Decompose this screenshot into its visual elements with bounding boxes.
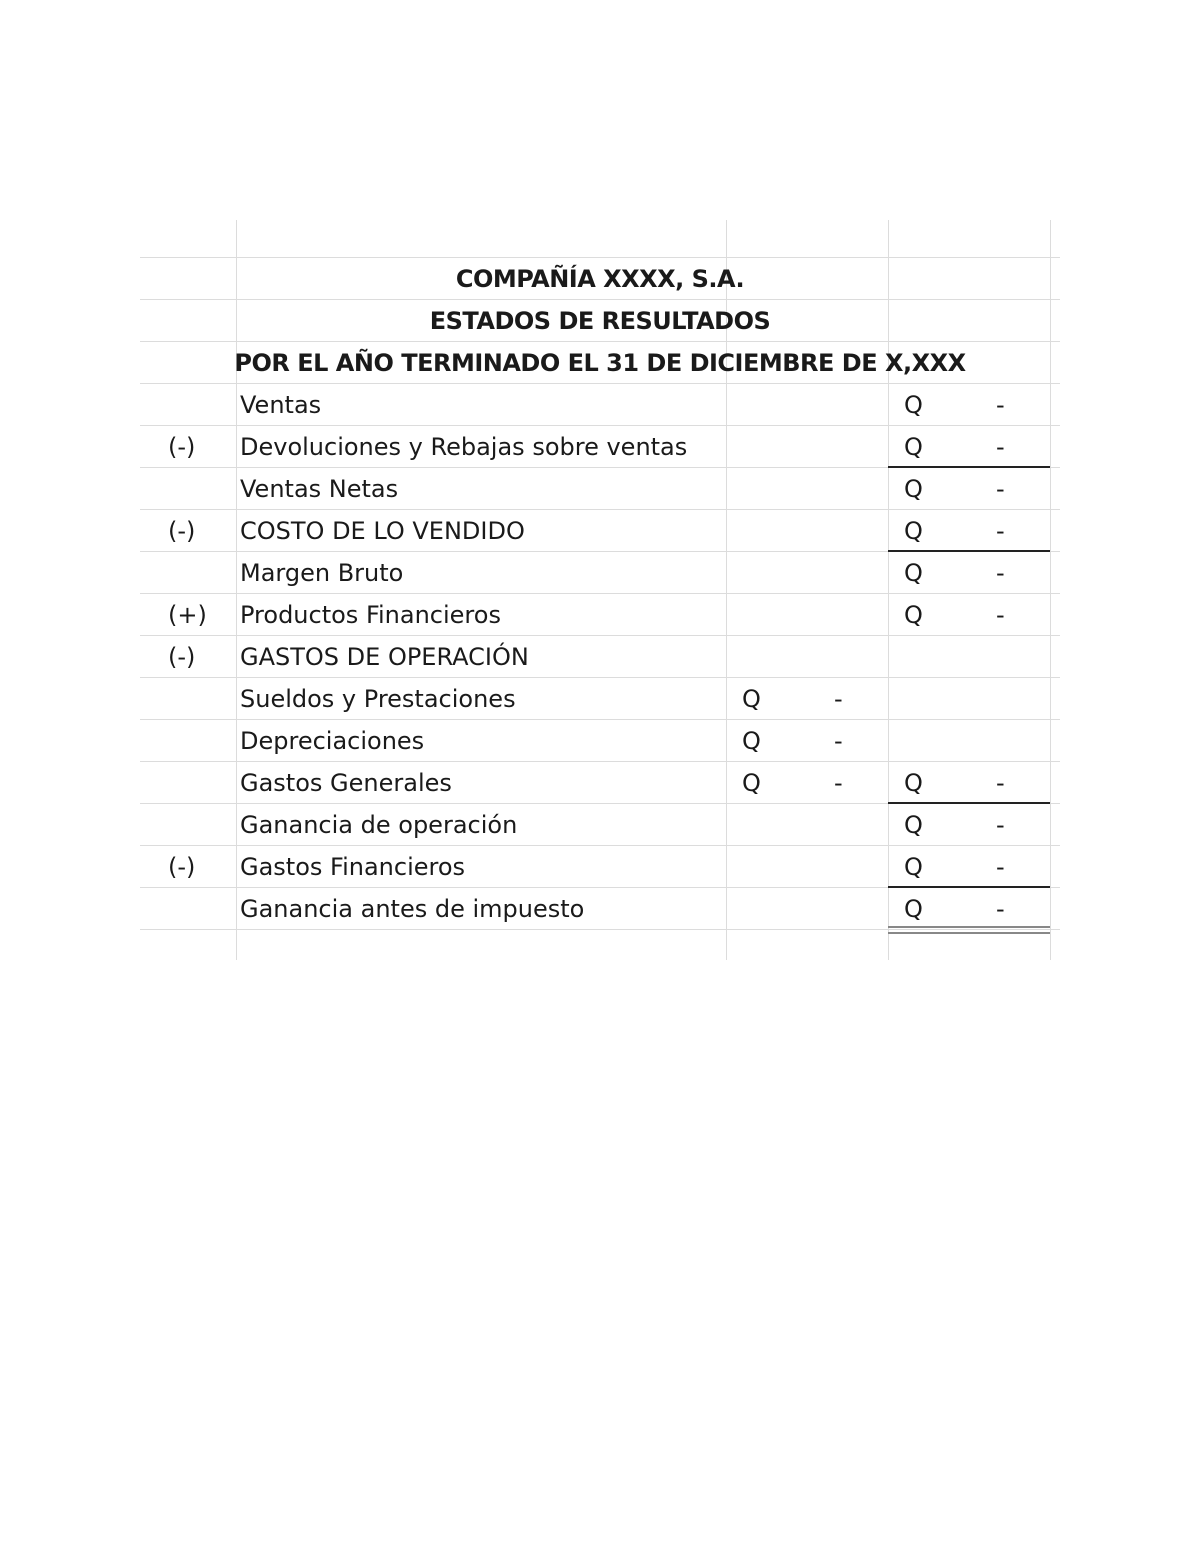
line-sign: (-) xyxy=(168,853,196,881)
total-currency: Q xyxy=(904,601,923,629)
total-amount: - xyxy=(996,517,1005,545)
detail-amount: - xyxy=(834,685,843,713)
company-name: COMPAÑÍA XXXX, S.A. xyxy=(455,265,745,293)
total-currency: Q xyxy=(904,811,923,839)
total-amount: - xyxy=(996,769,1005,797)
statement-line xyxy=(140,804,1060,846)
empty-row xyxy=(140,930,1060,956)
statement-line xyxy=(140,678,1060,720)
line-sign: (+) xyxy=(168,601,207,629)
income-statement-sheet xyxy=(140,220,1060,956)
total-amount: - xyxy=(996,895,1005,923)
line-label: Gastos Financieros xyxy=(240,853,466,881)
statement-line xyxy=(140,468,1060,510)
total-currency: Q xyxy=(904,559,923,587)
total-amount: - xyxy=(996,853,1005,881)
total-currency: Q xyxy=(904,475,923,503)
total-currency: Q xyxy=(904,517,923,545)
empty-row xyxy=(140,220,1060,258)
line-label: Ventas Netas xyxy=(240,475,399,503)
company-row xyxy=(140,258,1060,300)
line-sign: (-) xyxy=(168,433,196,461)
line-label: Ganancia antes de impuesto xyxy=(240,895,585,923)
statement-line xyxy=(140,846,1060,888)
line-label: Ganancia de operación xyxy=(240,811,518,839)
statement-line xyxy=(140,384,1060,426)
line-label: Productos Financieros xyxy=(240,601,501,629)
statement-lines xyxy=(140,384,1060,930)
total-currency: Q xyxy=(904,433,923,461)
detail-currency: Q xyxy=(742,769,761,797)
total-amount: - xyxy=(996,811,1005,839)
period-row xyxy=(140,342,1060,384)
line-label: COSTO DE LO VENDIDO xyxy=(240,517,525,545)
line-label: GASTOS DE OPERACIÓN xyxy=(240,643,529,671)
line-label: Gastos Generales xyxy=(240,769,452,797)
line-sign: (-) xyxy=(168,643,196,671)
line-sign: (-) xyxy=(168,517,196,545)
total-currency: Q xyxy=(904,769,923,797)
total-amount: - xyxy=(996,601,1005,629)
line-label: Depreciaciones xyxy=(240,727,425,755)
total-amount: - xyxy=(996,391,1005,419)
total-currency: Q xyxy=(904,391,923,419)
period-title: POR EL AÑO TERMINADO EL 31 DE DICIEMBRE DE X,XXX xyxy=(234,349,966,377)
line-label: Ventas xyxy=(240,391,322,419)
statement-line xyxy=(140,888,1060,930)
total-amount: - xyxy=(996,475,1005,503)
statement-title: ESTADOS DE RESULTADOS xyxy=(429,307,771,335)
total-amount: - xyxy=(996,559,1005,587)
statement-row xyxy=(140,300,1060,342)
statement-line xyxy=(140,552,1060,594)
line-label: Margen Bruto xyxy=(240,559,404,587)
statement-line xyxy=(140,720,1060,762)
statement-line xyxy=(140,636,1060,678)
detail-amount: - xyxy=(834,769,843,797)
statement-line xyxy=(140,594,1060,636)
detail-amount: - xyxy=(834,727,843,755)
total-currency: Q xyxy=(904,853,923,881)
line-label: Devoluciones y Rebajas sobre ventas xyxy=(240,433,688,461)
detail-currency: Q xyxy=(742,727,761,755)
line-label: Sueldos y Prestaciones xyxy=(240,685,516,713)
statement-line xyxy=(140,762,1060,804)
total-currency: Q xyxy=(904,895,923,923)
statement-line xyxy=(140,510,1060,552)
detail-currency: Q xyxy=(742,685,761,713)
statement-line xyxy=(140,426,1060,468)
total-amount: - xyxy=(996,433,1005,461)
